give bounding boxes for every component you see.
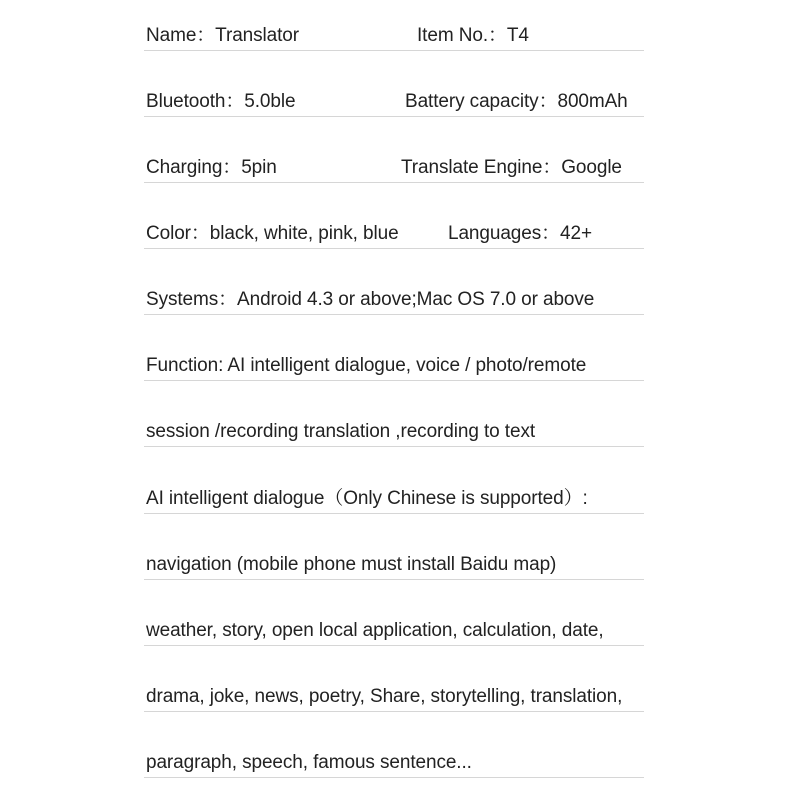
spec-features-line-1: weather, story, open local application, calculation, date, <box>146 620 604 641</box>
spec-color: Color：black, white, pink, blue <box>146 223 399 244</box>
spec-row-features-3 <box>144 747 644 778</box>
spec-battery-capacity: Battery capacity：800mAh <box>405 91 628 112</box>
spec-features-line-2: drama, joke, news, poetry, Share, storytelling, translation, <box>146 686 623 707</box>
spec-item-number: Item No.：T4 <box>417 25 529 46</box>
spec-charging: Charging：5pin <box>146 157 277 178</box>
spec-translate-engine: Translate Engine：Google <box>401 157 622 178</box>
spec-row-bluetooth-battery <box>144 86 644 117</box>
spec-row-charging-engine <box>144 152 644 183</box>
spec-languages: Languages：42+ <box>448 223 592 244</box>
spec-row-ai-dialogue <box>144 483 644 514</box>
spec-row-navigation <box>144 549 644 580</box>
spec-row-function-cont <box>144 416 644 447</box>
spec-features-line-3: paragraph, speech, famous sentence... <box>146 752 472 773</box>
spec-row-features-2 <box>144 681 644 712</box>
spec-row-features-1 <box>144 615 644 646</box>
spec-navigation: navigation (mobile phone must install Baidu map) <box>146 554 557 575</box>
spec-row-function <box>144 350 644 381</box>
spec-ai-dialogue: AI intelligent dialogue（Only Chinese is supported）: <box>146 488 588 509</box>
spec-bluetooth: Bluetooth：5.0ble <box>146 91 296 112</box>
spec-function: Function: AI intelligent dialogue, voice / photo/remote <box>146 355 587 376</box>
spec-row-color-languages <box>144 218 644 249</box>
spec-row-systems <box>144 284 644 315</box>
spec-name: Name：Translator <box>146 25 300 46</box>
spec-systems: Systems：Android 4.3 or above;Mac OS 7.0 or above <box>146 289 595 310</box>
spec-function-continued: session /recording translation ,recording to text <box>146 421 536 442</box>
spec-row-name-item <box>144 20 644 51</box>
